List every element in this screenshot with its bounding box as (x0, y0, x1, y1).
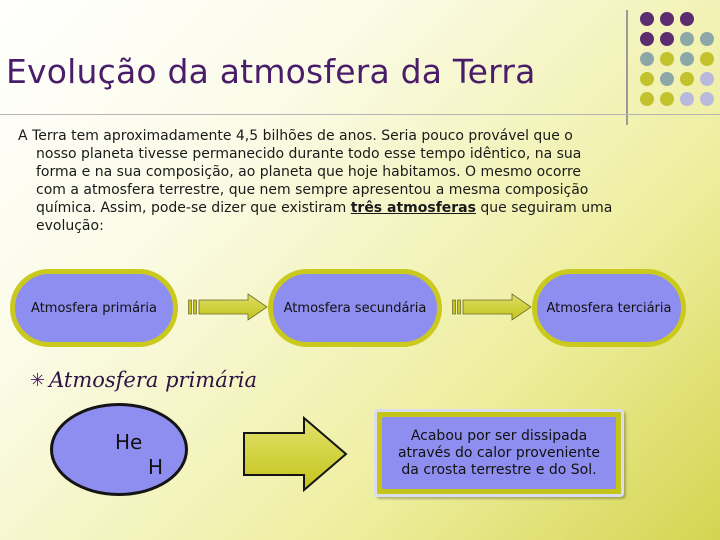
decor-dot (700, 72, 714, 86)
decor-dot (680, 12, 694, 26)
gas-label-he: He (115, 430, 143, 454)
decor-dot (660, 32, 674, 46)
big-arrow-right-icon (242, 416, 348, 492)
bullet-heading (30, 368, 257, 392)
gas-label-h: H (148, 455, 164, 479)
star-bullet-icon: ✳ (30, 369, 46, 391)
paragraph-line: com a atmosfera terrestre, que nem sempre apresentou a mesma composição (36, 182, 589, 198)
paragraph-line: A Terra tem aproximadamente 4,5 bilhões de anos. Seria pouco provável que o (18, 128, 573, 144)
paragraph-line: evolução: (36, 218, 104, 234)
dissipation-note-box (374, 409, 624, 497)
arrow-right-icon (188, 293, 268, 321)
vertical-divider (626, 10, 628, 125)
paragraph-line: nosso planeta tivesse permanecido durante todo esse tempo idêntico, na sua (36, 146, 582, 162)
decor-dot (680, 92, 694, 106)
note-line: Acabou por ser dissipada (410, 427, 588, 444)
note-line: da crosta terrestre e do Sol. (401, 461, 597, 478)
decor-dot (700, 92, 714, 106)
bullet-heading-label: Atmosfera primária (49, 368, 258, 392)
decor-dot (660, 52, 674, 66)
decor-dot (700, 52, 714, 66)
intro-paragraph (18, 127, 698, 235)
decor-dot (660, 12, 674, 26)
decor-dot (680, 52, 694, 66)
primary-atmosphere-ellipse (50, 403, 188, 496)
decor-dot (680, 72, 694, 86)
paragraph-text: química. Assim, pode-se dizer que existiram (36, 200, 351, 216)
note-content (382, 417, 616, 489)
decor-dot (640, 52, 654, 66)
decor-dot (660, 72, 674, 86)
emphasis-text: três atmosferas (350, 200, 476, 216)
decor-dot (640, 32, 654, 46)
decor-dot (700, 32, 714, 46)
paragraph-line: forma e na sua composição, ao planeta que hoje habitamos. O mesmo ocorre (36, 164, 582, 180)
flow-node-primary: Atmosfera primária (10, 269, 178, 347)
decor-dot (640, 92, 654, 106)
flow-node-tertiary: Atmosfera terciária (532, 269, 686, 347)
slide-title: Evolução da atmosfera da Terra (6, 52, 536, 91)
decorative-dot-grid (640, 12, 720, 122)
arrow-right-icon (452, 293, 532, 321)
horizontal-divider (0, 114, 720, 115)
flow-node-secondary: Atmosfera secundária (268, 269, 442, 347)
paragraph-text: que seguiram uma (475, 200, 613, 216)
decor-dot (660, 92, 674, 106)
paragraph-line (18, 199, 698, 217)
note-line: através do calor proveniente (397, 444, 601, 461)
decor-dot (640, 72, 654, 86)
decor-dot (680, 32, 694, 46)
decor-dot (640, 12, 654, 26)
